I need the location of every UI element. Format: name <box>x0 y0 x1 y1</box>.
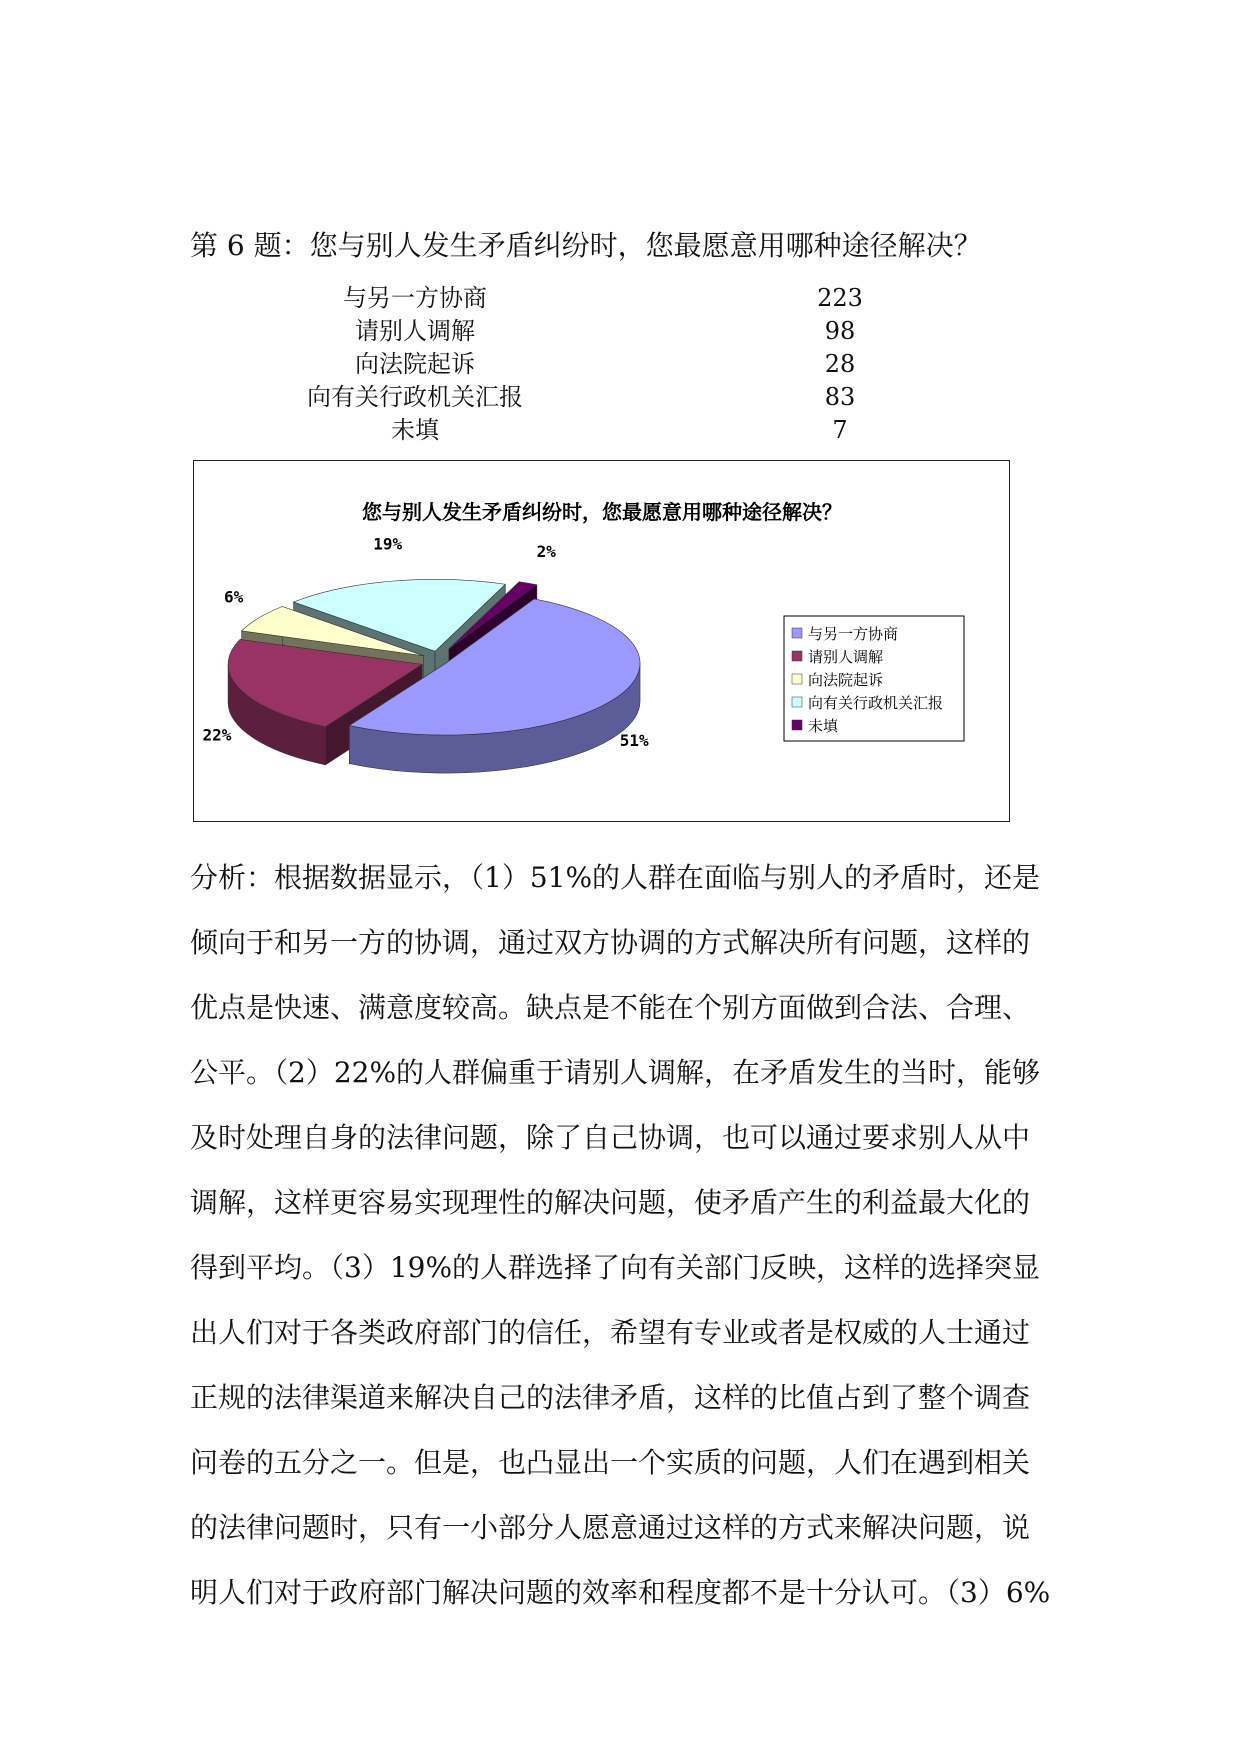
analysis-line: 正规的法律渠道来解决自己的法律矛盾，这样的比值占到了整个调查 <box>190 1381 1031 1414</box>
stats-value: 83 <box>824 383 856 411</box>
stats-label: 向有关行政机关汇报 <box>307 383 523 411</box>
stats-value: 28 <box>824 350 856 378</box>
stats-value: 98 <box>824 317 856 345</box>
legend-label: 请别人调解 <box>808 648 884 666</box>
pie-data-label: 19% <box>373 534 403 554</box>
legend-label: 未填 <box>808 717 839 735</box>
pie-data-label: 51% <box>619 730 649 750</box>
legend-label: 与另一方协商 <box>808 625 899 643</box>
analysis-line: 优点是快速、满意度较高。缺点是不能在个别方面做到合法、合理、 <box>190 991 1031 1024</box>
analysis-line: 调解，这样更容易实现理性的解决问题，使矛盾产生的利益最大化的 <box>190 1186 1031 1219</box>
analysis-line: 得到平均。（3）19%的人群选择了向有关部门反映，这样的选择突显 <box>190 1251 1041 1284</box>
legend-swatch <box>792 651 802 661</box>
pie-slices <box>228 579 640 773</box>
legend-swatch <box>792 697 802 707</box>
chart-legend <box>784 616 964 741</box>
stats-table <box>250 282 890 447</box>
stats-row <box>250 348 890 381</box>
stats-label: 向法院起诉 <box>355 350 475 378</box>
stats-label: 未填 <box>391 416 439 444</box>
analysis-line: 分析：根据数据显示，（1）51%的人群在面临与别人的矛盾时，还是 <box>190 861 1041 894</box>
pie-data-label: 22% <box>202 725 232 745</box>
analysis-line: 及时处理自身的法律问题，除了自己协调，也可以通过要求别人从中 <box>190 1121 1031 1154</box>
pie-chart-frame <box>193 460 1010 822</box>
stats-value: 223 <box>817 284 863 312</box>
legend-label: 向有关行政机关汇报 <box>808 694 944 712</box>
analysis-line: 问卷的五分之一。但是，也凸显出一个实质的问题，人们在遇到相关 <box>190 1446 1031 1479</box>
stats-row <box>250 315 890 348</box>
analysis-paragraph <box>190 845 1060 1625</box>
pie-data-label: 6% <box>224 587 244 607</box>
pie-chart <box>194 461 1011 823</box>
stats-value: 7 <box>832 416 848 444</box>
question-heading: 第 6 题：您与别人发生矛盾纠纷时，您最愿意用哪种途径解决？ <box>190 229 982 262</box>
legend-swatch <box>792 720 802 730</box>
legend-label: 向法院起诉 <box>808 671 884 689</box>
analysis-line: 明人们对于政府部门解决问题的效率和程度都不是十分认可。（3）6% <box>190 1576 1051 1609</box>
chart-title: 您与别人发生矛盾纠纷时，您最愿意用哪种途径解决？ <box>362 500 842 524</box>
legend-swatch <box>792 628 802 638</box>
legend-swatch <box>792 674 802 684</box>
stats-row <box>250 414 890 447</box>
stats-label: 请别人调解 <box>355 317 475 345</box>
analysis-line: 出人们对于各类政府部门的信任，希望有专业或者是权威的人士通过 <box>190 1316 1031 1349</box>
stats-row <box>250 381 890 414</box>
analysis-line: 倾向于和另一方的协调，通过双方协调的方式解决所有问题，这样的 <box>190 926 1031 959</box>
pie-data-label: 2% <box>536 542 556 562</box>
stats-row <box>250 282 890 315</box>
analysis-line: 公平。（2）22%的人群偏重于请别人调解，在矛盾发生的当时，能够 <box>190 1056 1041 1089</box>
stats-label: 与另一方协商 <box>343 284 487 312</box>
analysis-line: 的法律问题时，只有一小部分人愿意通过这样的方式来解决问题，说 <box>190 1511 1031 1544</box>
